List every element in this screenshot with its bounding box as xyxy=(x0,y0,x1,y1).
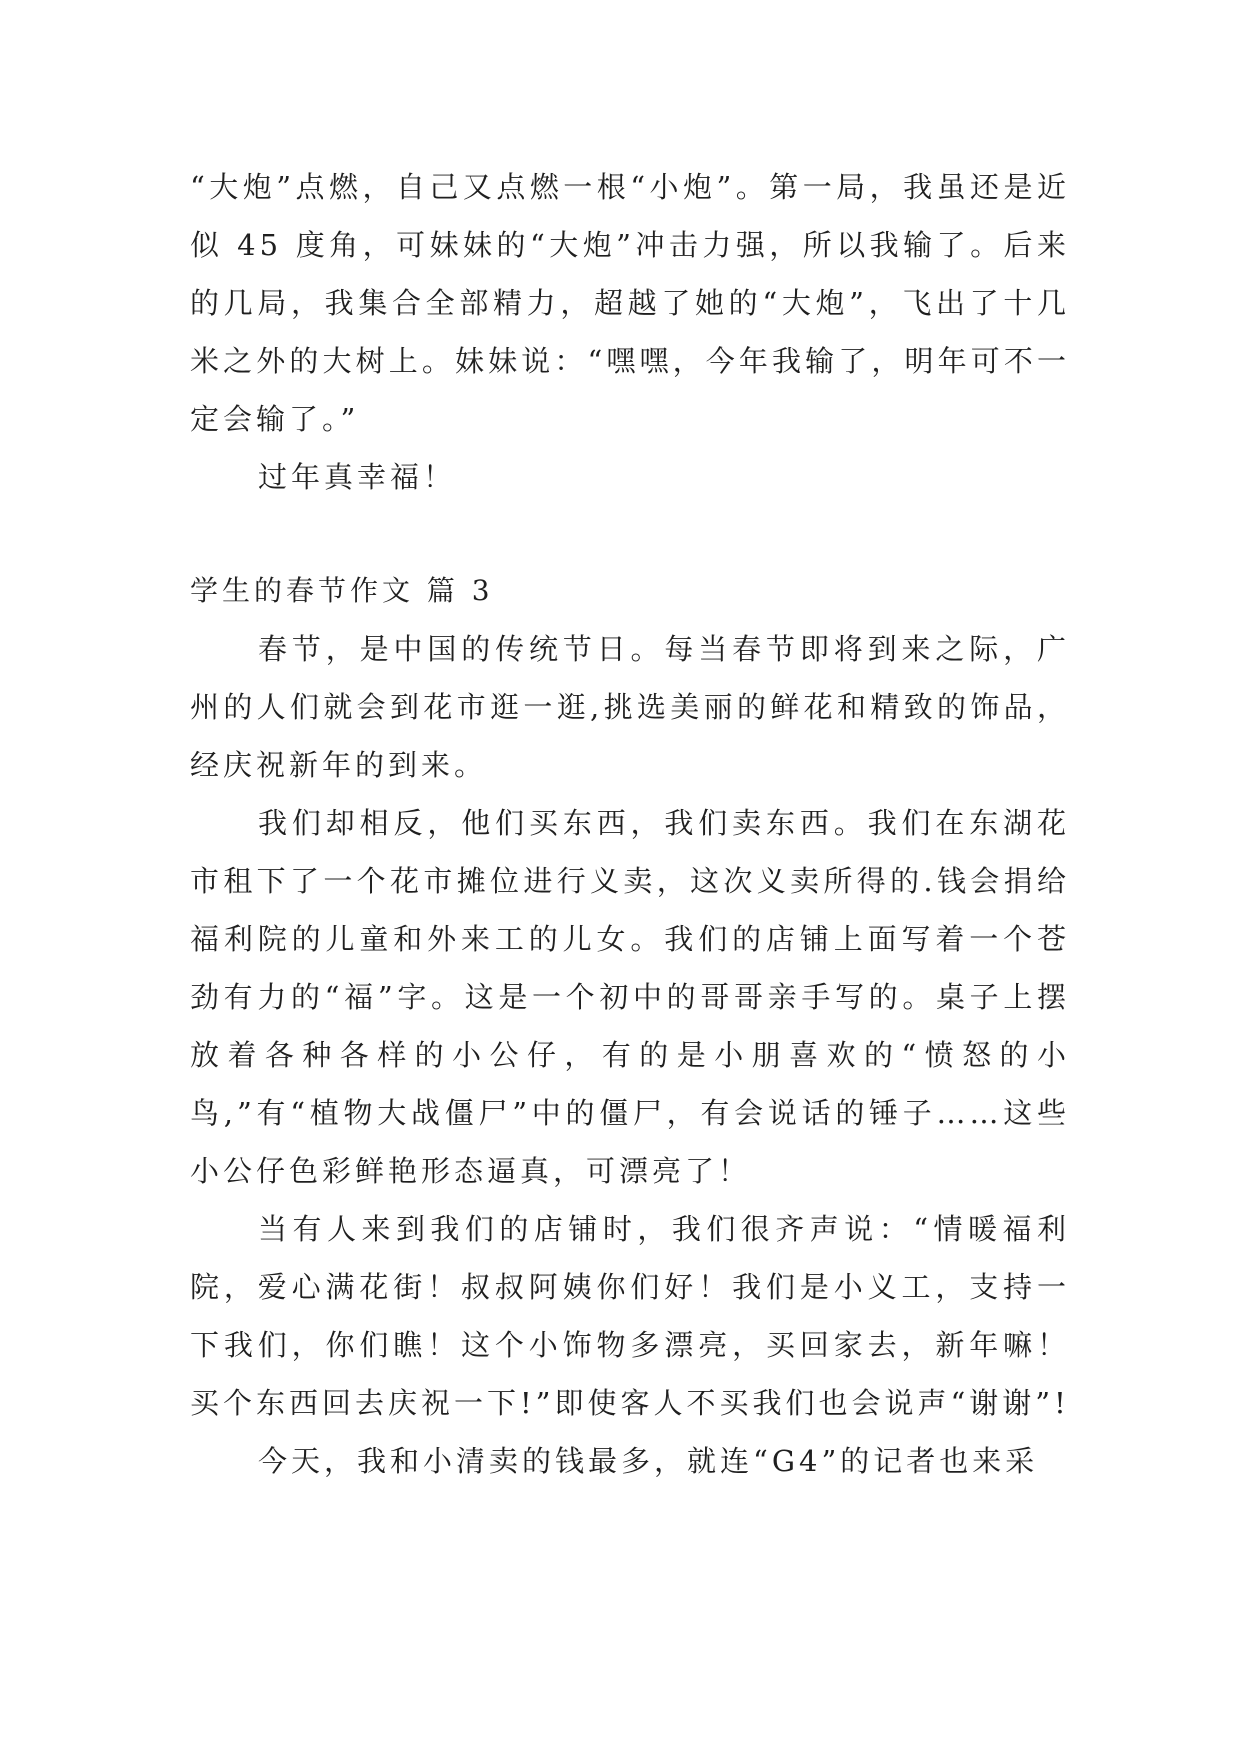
paragraph-3: 当有人来到我们的店铺时，我们很齐声说：“情暖福利院，爱心满花街！叔叔阿姨你们好！我们是小义工，支持一下我们，你们瞧！这个小饰物多漂亮，买回家去，新年嘛！买个东西回去庆祝一下!”即使客人不买我们也会说声“谢谢”! xyxy=(190,1212,1070,1420)
closing-line: 过年真幸福！ xyxy=(258,460,457,494)
continued-paragraph: “大炮”点燃，自己又点燃一根“小炮”。第一局，我虽还是近似 45 度角，可妹妹的“大炮”冲击力强，所以我输了。后来的几局，我集合全部精力，超越了她的“大炮”，飞出了十几米之外的大树上。妹妹说：“嘿嘿，今年我输了，明年可不一定会输了。” xyxy=(190,170,1070,436)
document-body xyxy=(190,158,1070,1490)
paragraph-1: 春节，是中国的传统节日。每当春节即将到来之际，广州的人们就会到花市逛一逛,挑选美丽的鲜花和精致的饰品，经庆祝新年的到来。 xyxy=(190,632,1070,782)
section-title: 学生的春节作文 篇 3 xyxy=(190,574,494,607)
paragraph-2: 我们却相反，他们买东西，我们卖东西。我们在东湖花市租下了一个花市摊位进行义卖，这次义卖所得的.钱会捐给福利院的儿童和外来工的儿女。我们的店铺上面写着一个苍劲有力的“福”字。这是一个初中的哥哥亲手写的。桌子上摆放着各种各样的小公仔，有的是小朋喜欢的“愤怒的小鸟,”有“植物大战僵尸”中的僵尸，有会说话的锤子……这些小公仔色彩鲜艳形态逼真，可漂亮了！ xyxy=(190,806,1070,1188)
paragraph-4: 今天，我和小清卖的钱最多，就连“G4”的记者也来采 xyxy=(258,1444,1039,1478)
